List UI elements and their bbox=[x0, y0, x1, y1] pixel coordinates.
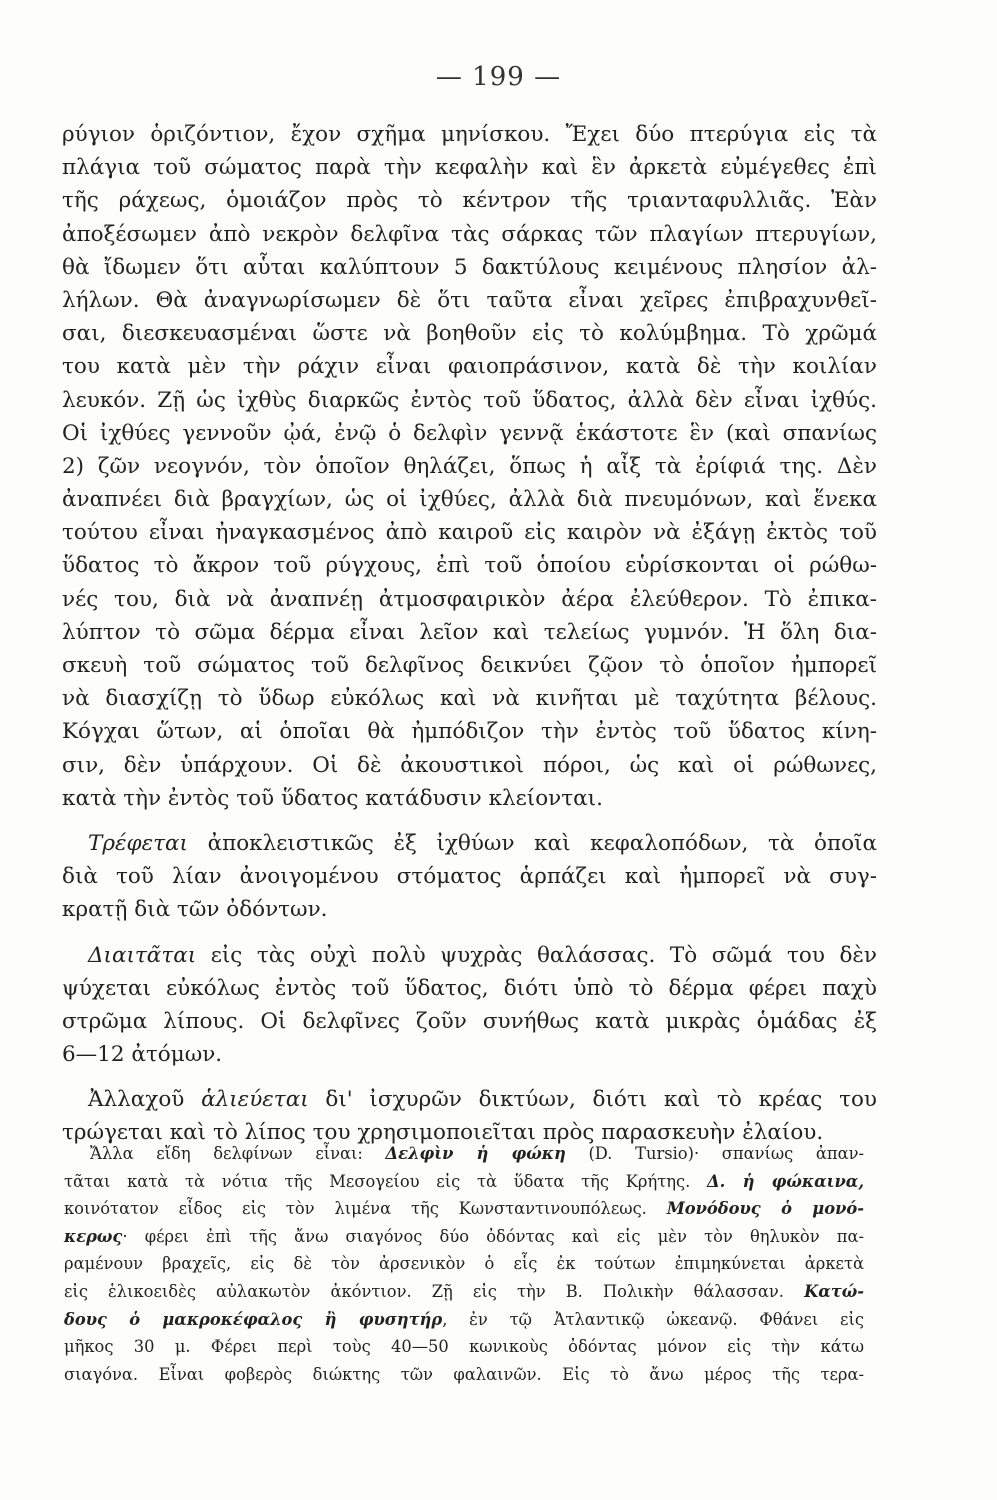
footnote-line bbox=[64, 1168, 864, 1196]
species-name: δους ὁ μακροκέφαλος ἢ φυσητήρ bbox=[64, 1309, 443, 1329]
text-line: νές του, διὰ νὰ ἀναπνέῃ ἀτμοσφαιρικὸν ἀέρα ἐλεύθερον. Τὸ ἐπικα- bbox=[62, 586, 877, 612]
text-line: λύπτον τὸ σῶμα δέρμα εἶναι λεῖον καὶ τελείως γυμνόν. Ἡ ὅλη δια- bbox=[62, 619, 877, 645]
text-line: νὰ διασχίζῃ τὸ ὕδωρ εὐκόλως καὶ νὰ κινῆται μὲ ταχύτητα βέλους. bbox=[62, 686, 877, 712]
italic-term: Τρέφεται bbox=[88, 830, 188, 856]
text-segment: τᾶται κατὰ τὰ νότια τῆς Μεσογείου εἰς τὰ ὕδατα τῆς Κρήτης. bbox=[64, 1171, 708, 1191]
text-line: Κόγχαι ὥτων, αἱ ὁποῖαι θὰ ἠμπόδιζον τὴν ἐντὸς τοῦ ὕδατος κίνη- bbox=[62, 719, 877, 745]
text-line: ἀποξέσωμεν ἀπὸ νεκρὸν δελφῖνα τὰς σάρκας τῶν πλαγίων πτερυγίων, bbox=[62, 221, 877, 247]
text-segment: διὰ τοῦ λίαν ἀνοιγομένου στόματος ἁρπάζει καὶ ἠμπορεῖ νὰ συγ- bbox=[62, 864, 877, 890]
text-line bbox=[62, 1038, 877, 1071]
text-segment: , ἐν τῷ Ἀτλαντικῷ ὠκεανῷ. Φθάνει εἰς bbox=[442, 1309, 864, 1329]
footnote-line bbox=[64, 1195, 864, 1223]
text-line: 2) ζῶν νεογνόν, τὸν ὁποῖον θηλάζει, ὅπως ἡ αἶξ τὰ ἐρίφιά της. Δὲν bbox=[62, 453, 877, 479]
species-name: Δ. ἡ φώκαινα, bbox=[707, 1171, 864, 1191]
text-segment: εἰς τὰς οὐχὶ πολὺ ψυχρὰς θαλάσσας. Τὸ σῶμά του δὲν bbox=[196, 942, 877, 968]
text-segment: 6—12 ἀτόμων. bbox=[62, 1042, 223, 1068]
paragraph-2 bbox=[62, 827, 877, 927]
paragraph-1 bbox=[62, 118, 877, 815]
species-name: κερως bbox=[64, 1226, 123, 1246]
text-line: πλάγια τοῦ σώματος παρὰ τὴν κεφαλὴν καὶ ἓν ἀρκετὰ εὐμέγεθες ἐπὶ bbox=[62, 155, 877, 181]
text-line: Οἱ ἰχθύες γεννοῦν ᾠά, ἐνῷ ὁ δελφὶν γεννᾷ ἑκάστοτε ἓν (καὶ σπανίως bbox=[62, 420, 877, 446]
text-segment: (D. Tursio)· σπανίως ἀπαν- bbox=[565, 1144, 864, 1163]
text-segment: ραμένουν βραχεῖς, εἰς δὲ τὸν ἀρσενικὸν ὁ εἷς ἐκ τούτων ἐπιμηκύνεται ἀρκετὰ bbox=[64, 1254, 864, 1274]
text-segment: · φέρει ἐπὶ τῆς ἄνω σιαγόνος δύο ὀδόντας καὶ εἰς μὲν τὸν θηλυκὸν πα- bbox=[122, 1226, 864, 1246]
text-line: ὕδατος τὸ ἄκρον τοῦ ρύγχους, ἐπὶ τοῦ ὁποίου εὑρίσκονται οἱ ρώθω- bbox=[62, 553, 877, 579]
text-segment: στρῶμα λίπους. Οἱ δελφῖνες ζοῦν συνήθως κατὰ μικρὰς ὁμάδας ἐξ bbox=[62, 1008, 877, 1034]
text-segment: εἰς ἑλικοειδὲς αὐλακωτὸν ἀκόντιον. Ζῇ εἰς τὴν Β. Πολικὴν θάλασσαν. bbox=[64, 1281, 805, 1301]
text-segment: Ἄλλα εἴδη δελφίνων εἶναι: bbox=[90, 1144, 386, 1163]
text-line: θὰ ἴδωμεν ὅτι αὗται καλύπτουν 5 δακτύλους κειμένους πλησίον ἀλ- bbox=[62, 254, 877, 280]
text-line bbox=[62, 939, 877, 972]
text-line: λήλων. Θὰ ἀναγνωρίσωμεν δὲ ὅτι ταῦτα εἶναι χεῖρες ἐπιβραχυνθεῖ- bbox=[62, 287, 877, 313]
text-line bbox=[62, 1005, 877, 1038]
text-line bbox=[62, 827, 877, 860]
footnote-line bbox=[64, 1333, 864, 1361]
text-line: ρύγιον ὁριζόντιον, ἔχον σχῆμα μηνίσκου. Ἔχει δύο πτερύγια εἰς τὰ bbox=[62, 122, 877, 147]
text-segment: ψύχεται εὐκόλως ἐντὸς τοῦ ὕδατος, διότι ὑπὸ τὸ δέρμα φέρει παχὺ bbox=[62, 975, 877, 1001]
species-name: Κατώ- bbox=[804, 1281, 864, 1301]
text-segment: σιαγόνα. Εἶναι φοβερὸς διώκτης τῶν φαλαινῶν. Εἰς τὸ ἄνω μέρος τῆς τερα- bbox=[64, 1364, 864, 1384]
text-line: λευκόν. Ζῇ ὡς ἰχθὺς διαρκῶς ἐντὸς τοῦ ὕδατος, ἀλλὰ δὲν εἶναι ἰχθύς. bbox=[62, 387, 877, 413]
text-line bbox=[62, 860, 877, 893]
species-name: Μονόδους ὁ μονό- bbox=[666, 1199, 865, 1219]
footnote-line bbox=[64, 1278, 864, 1306]
species-name: Δελφὶν ἡ φώκη bbox=[385, 1144, 566, 1163]
text-segment: ἀποκλειστικῶς ἐξ ἰχθύων καὶ κεφαλοπόδων, τὰ ὁποῖα bbox=[187, 830, 877, 856]
text-line: σαι, διεσκευασμέναι ὥστε νὰ βοηθοῦν εἰς τὸ κολύμβημα. Τὸ χρῶμά bbox=[62, 321, 877, 347]
text-line: σκευὴ τοῦ σώματος τοῦ δελφῖνος δεικνύει ζῷον τὸ ὁποῖον ἠμπορεῖ bbox=[62, 653, 877, 678]
text-line: ἀναπνέει διὰ βραγχίων, ὡς οἱ ἰχθύες, ἀλλὰ διὰ πνευμόνων, καὶ ἕνεκα bbox=[62, 487, 877, 513]
text-segment: δι' ἰσχυρῶν δικτύων, διότι καὶ τὸ κρέας του bbox=[308, 1087, 877, 1113]
text-segment: μῆκος 30 μ. Φέρει περὶ τοὺς 40—50 κωνικοὺς ὀδόντας μόνον εἰς τὴν κάτω bbox=[64, 1337, 864, 1357]
footnote-line bbox=[64, 1306, 864, 1334]
text-line: τῆς ράχεως, ὁμοιάζον πρὸς τὸ κέντρον τῆς τριανταφυλλιᾶς. Ἐὰν bbox=[62, 188, 877, 214]
footnote-line bbox=[64, 1223, 864, 1251]
text-line: τούτου εἶναι ἠναγκασμένος ἀπὸ καιροῦ εἰς καιρὸν νὰ ἐξάγῃ ἐκτὸς τοῦ bbox=[62, 520, 877, 546]
text-segment: κρατῇ διὰ τῶν ὀδόντων. bbox=[62, 897, 328, 923]
text-line bbox=[62, 893, 877, 926]
footnote-line bbox=[64, 1250, 864, 1278]
footnote-line bbox=[64, 1140, 864, 1168]
text-line: σιν, δὲν ὑπάρχουν. Οἱ δὲ ἀκουστικοὶ πόροι, ὡς καὶ οἱ ρώθωνες, bbox=[62, 752, 877, 778]
text-line: κατὰ τὴν ἐντὸς τοῦ ὕδατος κατάδυσιν κλείονται. bbox=[62, 785, 603, 811]
paragraph-3 bbox=[62, 939, 877, 1072]
text-line bbox=[62, 1083, 877, 1116]
main-text bbox=[62, 118, 877, 1150]
footnote bbox=[64, 1140, 864, 1388]
text-segment: κοινότατον εἶδος εἰς τὸν λιμένα τῆς Κωνσταντινουπόλεως. bbox=[64, 1199, 667, 1219]
text-line: του κατὰ μὲν τὴν ράχιν εἶναι φαιοπράσινον, κατὰ δὲ τὴν κοιλίαν bbox=[62, 354, 877, 380]
text-line bbox=[62, 972, 877, 1005]
text-segment: τρώγεται καὶ τὸ λίπος του χρησιμοποιεῖται πρὸς παρασκευὴν ἐλαίου. bbox=[62, 1120, 824, 1146]
page-number: — 199 — bbox=[435, 62, 562, 92]
footnote-line bbox=[64, 1361, 864, 1389]
italic-term: Διαιτᾶται bbox=[88, 942, 197, 968]
text-segment: Ἀλλαχοῦ bbox=[88, 1087, 202, 1113]
italic-term: ἁλιεύεται bbox=[201, 1087, 309, 1113]
